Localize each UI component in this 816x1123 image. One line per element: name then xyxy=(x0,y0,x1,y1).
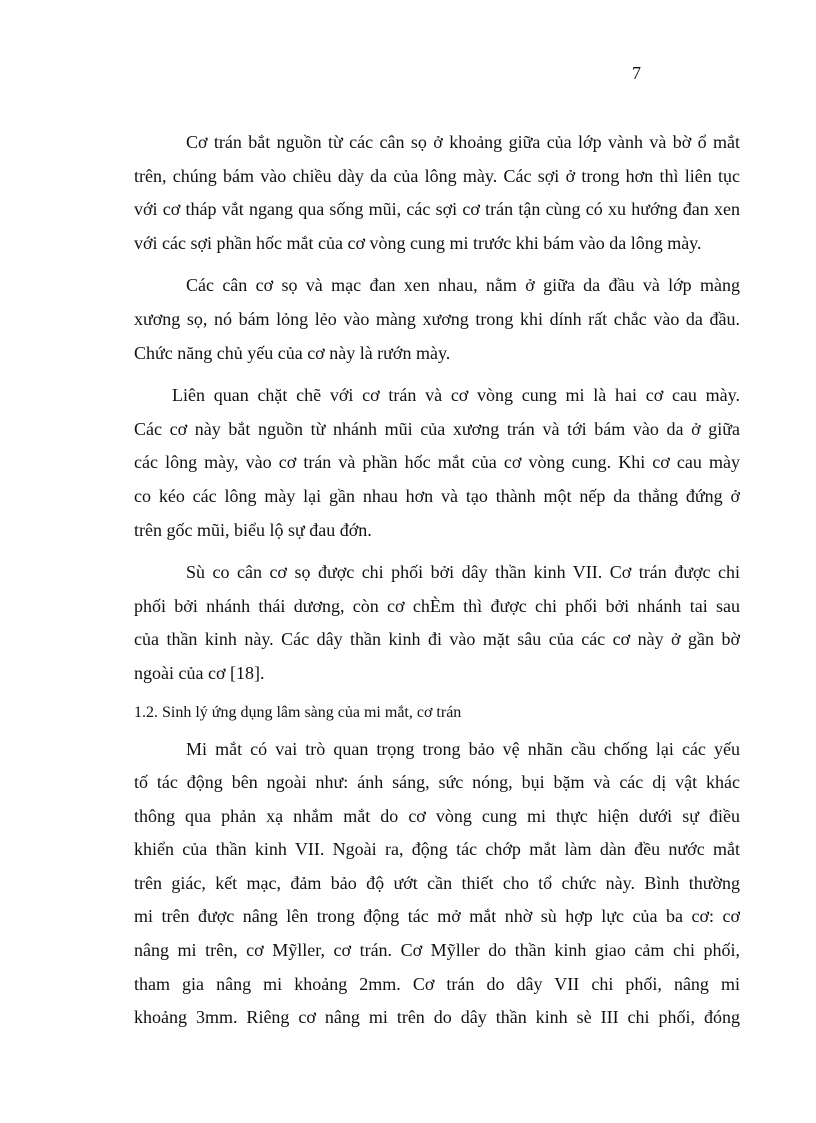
text-line: trên gốc mũi, biểu lộ sự đau đớn. xyxy=(134,519,372,540)
text-line: Cơ trán bắt nguồn từ các cân sọ ở khoảng giữa của lớp vành và bờ ổ mắt xyxy=(186,132,740,152)
text-line: co kéo các lông mày lại gần nhau hơn và tạo thành một nếp da thẳng đứng ở xyxy=(134,485,740,506)
text-line: khoảng 3mm. Riêng cơ nâng mi trên do dây thần kinh sè III chi phối, đóng xyxy=(134,1007,740,1028)
section-heading: 1.2. Sinh lý ứng dụng lâm sàng của mi mắt, cơ trán xyxy=(134,703,462,721)
text-line: ngoài của cơ [18]. xyxy=(134,662,265,683)
text-line: với các sợi phần hốc mắt của cơ vòng cung mi trước khi bám vào da lông mày. xyxy=(134,232,702,253)
text-line: Mi mắt có vai trò quan trọng trong bảo vệ nhãn cầu chống lại các yếu xyxy=(186,738,740,759)
text-line: phối bởi nhánh thái dương, còn cơ chÈm thì được chi phối bởi nhánh tai sau xyxy=(134,595,740,616)
text-line: xương sọ, nó bám lỏng lẻo vào màng xương trong khi dính rất chắc vào da đầu. xyxy=(134,308,740,329)
text-line: các lông mày, vào cơ trán và phần hốc mắt của cơ vòng cung. Khi cơ cau mày xyxy=(134,452,740,473)
text-line: nâng mi trên, cơ Mỹller, cơ trán. Cơ Mỹller do thần kinh giao cảm chi phối, xyxy=(134,940,740,961)
text-line: khiển của thần kinh VII. Ngoài ra, động tác chớp mắt làm dàn đều nước mắt xyxy=(134,839,740,860)
text-line: Các cân cơ sọ và mạc đan xen nhau, nằm ở giữa da đầu và lớp màng xyxy=(186,275,740,296)
text-line: trên, chúng bám vào chiều dày da của lông mày. Các sợi ở trong hơn thì liên tục xyxy=(134,165,740,186)
text-line: của thần kinh này. Các dây thần kinh đi vào mặt sâu của các cơ này ở gần bờ xyxy=(134,629,740,650)
text-line: tham gia nâng mi khoảng 2mm. Cơ trán do dây VII chi phối, nâng mi xyxy=(134,973,740,994)
paragraph-eyelid-physiology xyxy=(134,733,740,1035)
text-line: Sù co cân cơ sọ được chi phối bởi dây thần kinh VII. Cơ trán được chi xyxy=(186,562,740,583)
text-line: với cơ tháp vắt ngang qua sống mũi, các sợi cơ trán tận cùng có xu hướng đan xen xyxy=(134,199,740,220)
text-line: Liên quan chặt chẽ với cơ trán và cơ vòng cung mi là hai cơ cau mày. xyxy=(172,385,740,406)
paragraph-frontalis-origin xyxy=(134,126,740,260)
text-line: tố tác động bên ngoài như: ánh sáng, sức nóng, bụi bặm và các dị vật khác xyxy=(134,772,740,793)
text-line: mi trên được nâng lên trong động tác mở mắt nhờ sù hợp lực của ba cơ: cơ xyxy=(134,906,740,927)
document-body xyxy=(134,126,740,1035)
text-line: thông qua phản xạ nhắm mắt do cơ vòng cung mi thực hiện dưới sự điều xyxy=(134,805,740,826)
paragraph-galea xyxy=(134,269,740,370)
text-line: Chức năng chủ yếu của cơ này là rướn mày. xyxy=(134,342,451,363)
paragraph-corrugator xyxy=(134,379,740,547)
paragraph-innervation xyxy=(134,556,740,690)
text-line: trên giác, kết mạc, đảm bảo độ ướt cần thiết cho tổ chức này. Bình thường xyxy=(134,872,740,893)
text-line: Các cơ này bắt nguồn từ nhánh mũi của xương trán và tới bám vào da ở giữa xyxy=(134,418,740,439)
page-number: 7 xyxy=(632,63,641,83)
